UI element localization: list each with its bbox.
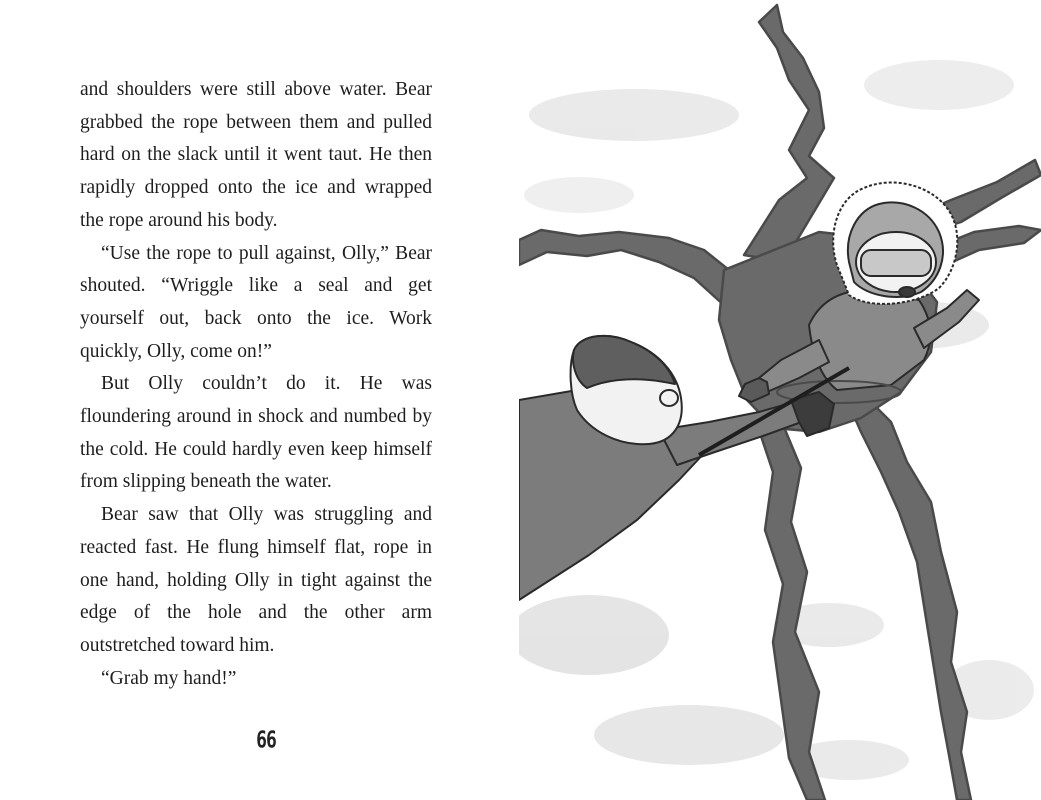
paragraph-4: Bear saw that Olly was struggling and reacted fast. He flung himself flat, rope in one hand, holding Olly in tight against the edge of the hole and the other arm outstretched toward him. [80,504,432,656]
olly-goggles [861,250,931,276]
snow-patch [529,89,739,141]
body-text [80,74,432,695]
ice-rescue-illustration [519,0,1041,800]
snow-patch [524,177,634,213]
page-number: 66 [256,726,276,755]
olly-mouth [899,287,915,297]
snow-patch [594,705,784,765]
paragraph-5: “Grab my hand!” [101,667,237,689]
paragraph-2: “Use the rope to pull against, Olly,” Bear shouted. “Wriggle like a seal and get yourself out, back onto the ice. Work quickly, Olly, come on!” [80,242,432,362]
paragraph-3: But Olly couldn’t do it. He was floundering around in shock and numbed by the cold. He could hardly even keep himself from slipping beneath the water. [80,373,432,493]
paragraph-1: and shoulders were still above water. Bear grabbed the rope between them and pulled hard on the slack until it went taut. He then rapidly dropped onto the ice and wrapped the rope around his body. [80,79,432,231]
snow-patch [864,60,1014,110]
